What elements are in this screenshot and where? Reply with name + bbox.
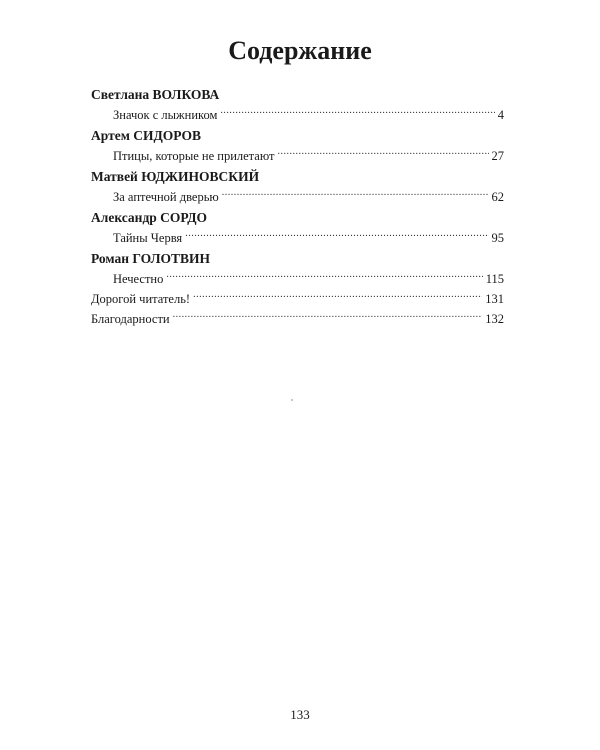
toc-section-golotvin: [91, 248, 504, 289]
table-of-contents: [91, 84, 504, 329]
toc-entry-dear-reader[interactable]: [91, 289, 504, 309]
author-name: Артем СИДОРОВ: [91, 128, 201, 143]
entry-title: Благодарности: [91, 312, 170, 326]
entry-page-number: 95: [491, 231, 504, 245]
entry-page-number: 27: [491, 149, 504, 163]
toc-section-volkova: [91, 84, 504, 125]
toc-entry[interactable]: [91, 146, 504, 166]
entry-page-number: 115: [485, 272, 504, 286]
toc-entry[interactable]: [91, 105, 504, 125]
toc-section-sidorov: [91, 125, 504, 166]
page-number: 133: [290, 707, 310, 722]
entry-title: За аптечной дверью: [113, 190, 219, 204]
author-name: Александр СОРДО: [91, 210, 207, 225]
dot-leader: [193, 291, 482, 303]
entry-title: Дорогой читатель!: [91, 292, 191, 306]
entry-page-number: 131: [485, 292, 504, 306]
dot-leader: [173, 311, 483, 323]
entry-title: Нечестно: [113, 272, 164, 286]
entry-title: Птицы, которые не прилетают: [113, 149, 275, 163]
dot-leader: [222, 189, 489, 201]
entry-page-number: 4: [497, 108, 504, 122]
entry-title: Тайны Червя: [113, 231, 183, 245]
toc-entry-acknowledgements[interactable]: [91, 309, 504, 329]
dot-leader: [166, 271, 482, 283]
toc-section-yudzhinovsky: [91, 166, 504, 207]
author-name: Матвей ЮДЖИНОВСКИЙ: [91, 169, 260, 184]
toc-entry[interactable]: [91, 187, 504, 207]
dot-leader: [185, 230, 488, 242]
toc-entry[interactable]: [91, 228, 504, 248]
dot-leader: [278, 148, 489, 160]
scan-speck: [291, 399, 293, 401]
entry-page-number: 62: [491, 190, 504, 204]
toc-section-sordo: [91, 207, 504, 248]
toc-entry[interactable]: [91, 269, 504, 289]
entry-page-number: 132: [485, 312, 504, 326]
author-name: Светлана ВОЛКОВА: [91, 87, 220, 102]
entry-title: Значок с лыжником: [113, 108, 218, 122]
page-title: Содержание: [228, 36, 372, 65]
author-name: Роман ГОЛОТВИН: [91, 251, 211, 266]
dot-leader: [220, 107, 494, 119]
